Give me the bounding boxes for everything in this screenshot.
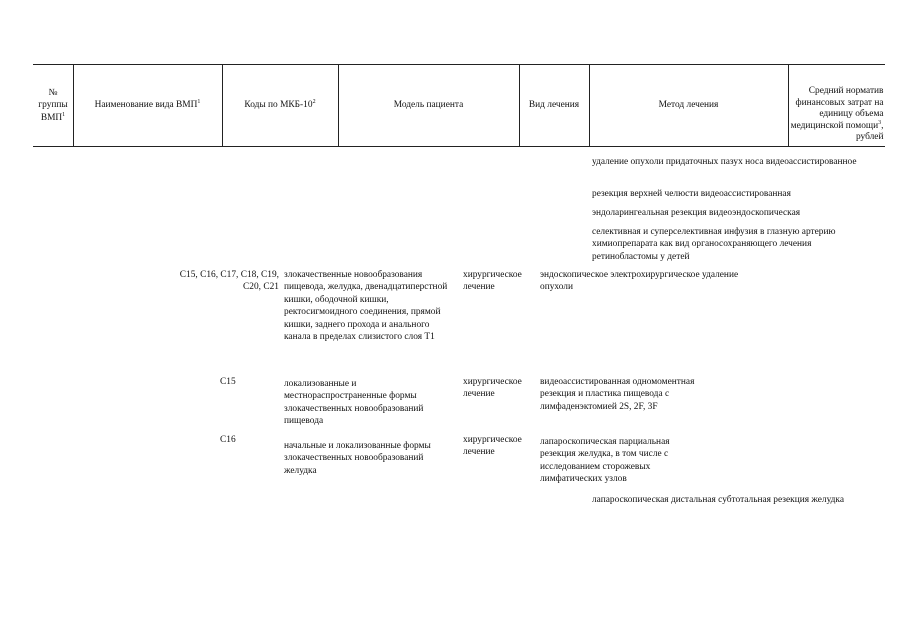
patient-model-cell: локализованные и местнораспространенные формы злокачественных новообразований пищевода [284, 379, 424, 427]
treatment-method-text: эндоларингеальная резекция видеоэндоскопическая [592, 208, 801, 218]
header-group-number [33, 65, 73, 146]
header-icd-codes [222, 65, 338, 146]
header-patient-model [338, 65, 519, 146]
treatment-method-cell: видеоассистированная одномоментная резекция и пластика пищевода с лимфаденэктомией 2S, 2F, 3F [540, 377, 695, 412]
icd-codes-cell: C15, C16, C17, C18, C19, C20, C21 [179, 270, 279, 293]
patient-model-cell: начальные и локализованные формы злокачественных новообразований желудка [284, 441, 431, 476]
treatment-method-text: удаление опухоли придаточных пазух носа видеоассистированное [592, 157, 857, 167]
table-header [33, 64, 885, 147]
header-icd-codes-text: Коды по МКБ-10 [244, 100, 313, 111]
header-treatment-method [589, 65, 788, 146]
footnote-mark: 2 [312, 99, 316, 106]
header-average-cost [788, 65, 885, 146]
header-average-cost-text: Средний норматив финансовых затрат на единицу объема медицинской помощи [790, 86, 884, 131]
treatment-type-cell: хирургическое лечение [463, 435, 522, 458]
treatment-method-cell: эндоскопическое электрохирургическое удаление опухоли [540, 270, 739, 293]
icd-codes-cell: C16 [220, 435, 236, 445]
header-group-number-text: № группы ВМП [38, 87, 68, 123]
header-treatment-type [519, 65, 589, 146]
icd-codes-cell: C15 [220, 377, 236, 387]
header-patient-model-text: Модель пациента [393, 100, 464, 111]
treatment-type-cell: хирургическое лечение [463, 270, 522, 293]
header-treatment-type-text: Вид лечения [528, 100, 580, 111]
treatment-method-cell: лапароскопическая парциальная резекция желудка, в том числе с исследованием сторожевых лимфатических узлов [540, 437, 670, 485]
footnote-mark: 3 [878, 119, 882, 126]
header-type-name [73, 65, 222, 146]
footnote-mark: 1 [197, 99, 201, 106]
header-type-name-text: Наименование вида ВМП [94, 100, 198, 111]
treatment-method-text: резекция верхней челюсти видеоассистированная [592, 189, 791, 199]
header-treatment-method-text: Метод лечения [658, 100, 719, 111]
patient-model-cell: злокачественные новообразования пищевода, желудка, двенадцатиперстной кишки, ободочной кишки, ректосигмоидного соединения, прямой кишки, заднего прохода и анального канала в пределах слизистого слоя T1 [284, 270, 448, 343]
footnote-mark: 1 [62, 111, 66, 118]
treatment-method-text: лапароскопическая дистальная субтотальная резекция желудка [592, 495, 845, 505]
header-average-cost-unit: , рублей [855, 120, 884, 143]
treatment-type-cell: хирургическое лечение [463, 377, 522, 400]
treatment-method-text: селективная и суперселективная инфузия в глазную артерию химиопрепарата как вид органосохраняющего лечения ретинобластомы у детей [592, 227, 836, 262]
